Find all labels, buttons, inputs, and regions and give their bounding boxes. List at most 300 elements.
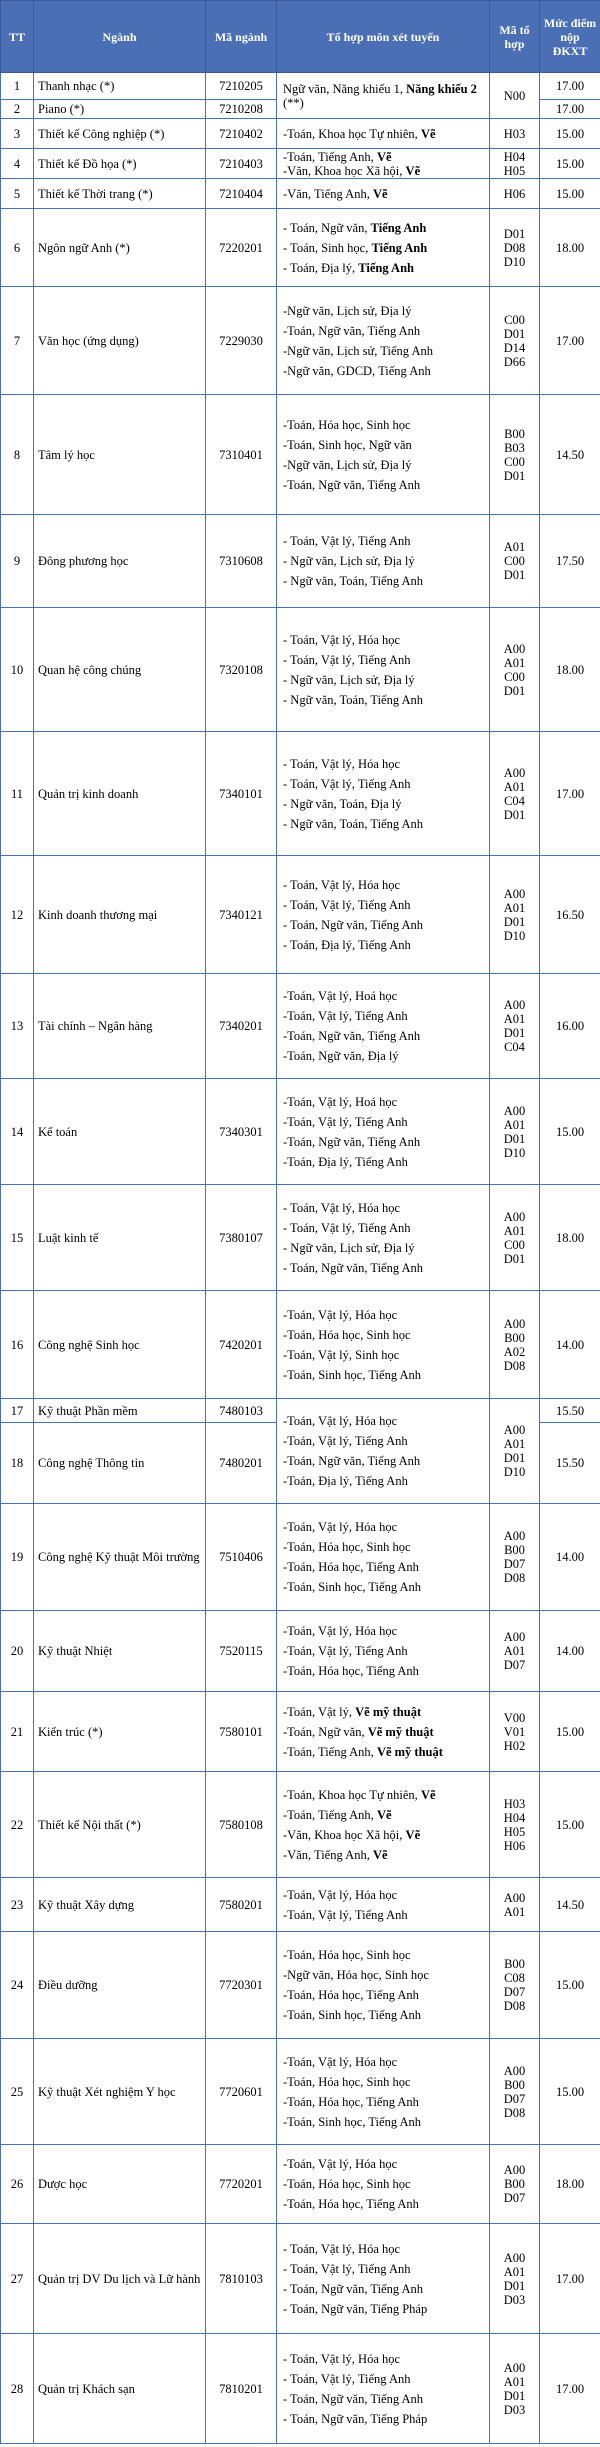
combo-code: N00 xyxy=(503,88,526,103)
combo-segment: -Toán, Sinh học, Ngữ văn xyxy=(283,437,412,452)
combo-line xyxy=(283,2008,485,2022)
combo-code: D01 xyxy=(503,807,526,822)
row-muc-diem: 17.00 xyxy=(540,287,600,395)
table-row xyxy=(1,515,600,608)
combo-code: D01 xyxy=(503,1451,526,1465)
combo-line xyxy=(283,1848,485,1862)
table-row xyxy=(1,1611,600,1692)
row-ma-nganh: 7220201 xyxy=(206,209,277,287)
combo-segment: -Toán, Vật lý, Hoá học xyxy=(283,989,398,1003)
combo-line xyxy=(283,2262,485,2276)
combo-segment: -Toán, Vật lý, Tiếng Anh xyxy=(283,1644,408,1658)
combo-segment: Ngữ văn, Năng khiếu 1, xyxy=(283,81,407,96)
row-ma-nganh: 7310608 xyxy=(206,515,277,608)
row-to-hop xyxy=(277,515,490,608)
row-to-hop xyxy=(277,1504,490,1611)
combo-line xyxy=(283,1201,485,1215)
row-tt: 8 xyxy=(1,395,34,515)
combo-segment: -Toán, Vật lý, Tiếng Anh xyxy=(283,1434,408,1448)
combo-line xyxy=(283,1095,485,1109)
combo-segment: - Toán, Vật lý, Hóa học xyxy=(283,2241,401,2256)
combo-segment: -Văn, Tiếng Anh, xyxy=(283,1847,373,1862)
row-ma-to-hop xyxy=(490,73,540,119)
row-ma-to-hop xyxy=(490,1611,540,1692)
combo-code: D10 xyxy=(503,1145,526,1160)
combo-segment: -Ngữ văn, Lịch sử, Tiếng Anh xyxy=(283,343,434,358)
row-nganh: Thiết kế Công nghiệp (*) xyxy=(34,119,206,149)
combo-code: A01 xyxy=(503,1012,526,1026)
row-ma-nganh: 7720201 xyxy=(206,2145,277,2224)
combo-line xyxy=(283,574,485,588)
row-ma-nganh: 7210402 xyxy=(206,119,277,149)
row-ma-nganh: 7810103 xyxy=(206,2224,277,2334)
row-nganh: Công nghệ Sinh học xyxy=(34,1291,206,1399)
combo-segment: -Toán, Vật lý, Hóa học xyxy=(283,1887,398,1902)
combo-code: A01 xyxy=(503,1644,526,1658)
row-muc-diem: 15.00 xyxy=(540,1692,600,1772)
combo-code: B03 xyxy=(504,440,525,455)
row-muc-diem: 17.50 xyxy=(540,515,600,608)
combo-line xyxy=(283,2412,485,2426)
combo-line xyxy=(283,2352,485,2366)
row-muc-diem: 17.00 xyxy=(540,732,600,856)
combo-line xyxy=(283,1888,485,1902)
combo-bold-segment: Vẽ mỹ thuật xyxy=(355,1704,422,1719)
combo-code: A01 xyxy=(503,1904,526,1919)
row-to-hop xyxy=(277,287,490,395)
combo-segment: -Toán, Tiếng Anh, xyxy=(283,1744,377,1759)
combo-code: H04 xyxy=(503,1810,526,1825)
combo-line xyxy=(283,1968,485,1982)
combo-line xyxy=(283,878,485,892)
row-tt: 9 xyxy=(1,515,34,608)
table-row xyxy=(1,2039,600,2145)
combo-line xyxy=(283,1560,485,1574)
combo-line xyxy=(283,1029,485,1043)
combo-line xyxy=(283,1049,485,1063)
combo-code: D08 xyxy=(503,1571,526,1585)
row-nganh: Kỹ thuật Xét nghiệm Y học xyxy=(34,2039,206,2145)
combo-segment: - Toán, Ngữ văn, Tiếng Pháp xyxy=(283,2301,428,2316)
combo-segment: -Toán, Ngữ văn, Tiếng Anh xyxy=(283,1454,421,1468)
row-nganh: Kỹ thuật Xây dựng xyxy=(34,1878,206,1932)
row-tt: 23 xyxy=(1,1878,34,1932)
combo-segment: -Toán, Hóa học, Sinh học xyxy=(283,1948,411,1962)
combo-code: H03 xyxy=(503,1796,526,1811)
combo-code: H05 xyxy=(503,163,526,178)
combo-code: D01 xyxy=(503,1251,526,1266)
combo-code: A00 xyxy=(503,1890,526,1905)
row-muc-diem: 15.00 xyxy=(540,1079,600,1185)
combo-code: D08 xyxy=(503,1358,526,1373)
combo-segment: -Toán, Ngữ văn, xyxy=(283,1724,368,1739)
combo-line xyxy=(283,1988,485,2002)
combo-segment: -Toán, Vật lý, Hóa học xyxy=(283,1520,398,1534)
combo-bold-segment: Vẽ xyxy=(405,1827,421,1842)
combo-code: C00 xyxy=(504,454,525,469)
combo-line xyxy=(283,1725,485,1739)
combo-line xyxy=(283,1705,485,1719)
combo-line xyxy=(283,1328,485,1342)
row-nganh: Kỹ thuật Phần mềm xyxy=(34,1399,206,1423)
combo-code: A01 xyxy=(503,2264,526,2279)
combo-segment: - Toán, Vật lý, Tiếng Anh xyxy=(283,2261,411,2276)
combo-segment: - Ngữ văn, Toán, Tiếng Anh xyxy=(283,816,424,831)
combo-code: C00 xyxy=(504,312,525,327)
combo-segment: - Toán, Ngữ văn, Tiếng Anh xyxy=(283,2391,424,2406)
table-row xyxy=(1,1772,600,1878)
row-ma-to-hop xyxy=(490,1399,540,1504)
combo-line xyxy=(283,2055,485,2069)
combo-line xyxy=(283,1520,485,1534)
row-ma-nganh: 7340121 xyxy=(206,856,277,974)
combo-segment: -Toán, Vật lý, Hóa học xyxy=(283,2054,398,2069)
combo-segment: -Văn, Khoa học Xã hội, xyxy=(283,1827,406,1842)
row-ma-nganh: 7520115 xyxy=(206,1611,277,1692)
combo-code: D07 xyxy=(503,2191,526,2205)
row-tt: 19 xyxy=(1,1504,34,1611)
row-nganh: Dược học xyxy=(34,2145,206,2224)
combo-code: D66 xyxy=(503,354,526,369)
combo-line xyxy=(283,1308,485,1322)
combo-segment: - Ngữ văn, Toán, Địa lý xyxy=(283,796,402,811)
combo-segment: - Toán, Vật lý, Tiếng Anh xyxy=(283,776,411,791)
row-tt: 4 xyxy=(1,149,34,179)
combo-segment: -Toán, Địa lý, Tiếng Anh xyxy=(283,1474,408,1488)
combo-segment: -Toán, Vật lý, Sinh học xyxy=(283,1347,400,1362)
row-muc-diem: 18.00 xyxy=(540,608,600,732)
combo-line xyxy=(283,633,485,647)
row-muc-diem: 17.00 xyxy=(540,2334,600,2444)
combo-line xyxy=(283,2197,485,2211)
row-nganh: Thiết kế Đồ họa (*) xyxy=(34,149,206,179)
row-ma-to-hop xyxy=(490,1185,540,1291)
combo-segment: - Toán, Ngữ văn, Tiếng Anh xyxy=(283,1260,424,1275)
combo-segment: -Ngữ văn, Lịch sử, Địa lý xyxy=(283,303,412,318)
combo-code: V01 xyxy=(503,1724,526,1739)
combo-line xyxy=(283,1009,485,1023)
combo-line xyxy=(283,918,485,932)
combo-line xyxy=(283,2075,485,2089)
combo-line xyxy=(283,777,485,791)
combo-segment: (**) xyxy=(283,95,304,110)
combo-line xyxy=(283,164,485,178)
row-muc-diem: 14.50 xyxy=(540,395,600,515)
combo-segment: - Ngữ văn, Lịch sử, Địa lý xyxy=(283,1240,415,1255)
row-muc-diem: 17.00 xyxy=(540,73,600,100)
combo-code: D08 xyxy=(503,240,526,255)
combo-code: A00 xyxy=(503,1423,526,1437)
combo-code: C08 xyxy=(504,1971,525,1985)
combo-line xyxy=(283,797,485,811)
row-tt: 5 xyxy=(1,179,34,209)
combo-segment: -Văn, Tiếng Anh, xyxy=(283,186,373,201)
row-nganh: Công nghệ Kỹ thuật Môi trường xyxy=(34,1504,206,1611)
row-tt: 27 xyxy=(1,2224,34,2334)
combo-code: A00 xyxy=(503,886,526,901)
combo-code: B00 xyxy=(504,1330,525,1345)
combo-segment: -Toán, Vật lý, Hóa học xyxy=(283,1307,398,1322)
combo-code: A02 xyxy=(503,1344,526,1359)
row-tt: 11 xyxy=(1,732,34,856)
combo-line xyxy=(283,898,485,912)
table-row xyxy=(1,2145,600,2224)
combo-line xyxy=(283,2242,485,2256)
row-nganh: Thanh nhạc (*) xyxy=(34,73,206,100)
row-to-hop xyxy=(277,1878,490,1932)
table-row xyxy=(1,1291,600,1399)
combo-code: H06 xyxy=(503,186,526,201)
combo-line xyxy=(283,554,485,568)
table-row xyxy=(1,1878,600,1932)
combo-segment: -Toán, Hóa học, Sinh học xyxy=(283,1540,411,1554)
combo-bold-segment: Vẽ mỹ thuật xyxy=(376,1744,443,1759)
row-ma-nganh: 7480201 xyxy=(206,1423,277,1504)
combo-code: A01 xyxy=(503,1223,526,1238)
row-ma-nganh: 7340301 xyxy=(206,1079,277,1185)
combo-code: A01 xyxy=(503,1437,526,1451)
row-to-hop xyxy=(277,732,490,856)
row-nganh: Tâm lý học xyxy=(34,395,206,515)
combo-segment: -Ngữ văn, Hóa học, Sinh học xyxy=(283,1968,429,1982)
row-to-hop xyxy=(277,1692,490,1772)
combo-segment: -Toán, Tiếng Anh, xyxy=(283,149,377,164)
header-nganh: Ngành xyxy=(34,1,206,73)
combo-segment: -Toán, Vật lý, Tiếng Anh xyxy=(283,1009,408,1023)
combo-segment: -Văn, Khoa học Xã hội, xyxy=(283,163,406,178)
combo-code: H03 xyxy=(503,126,526,141)
row-to-hop xyxy=(277,395,490,515)
row-tt: 28 xyxy=(1,2334,34,2444)
row-ma-to-hop xyxy=(490,287,540,395)
row-nganh: Đông phương học xyxy=(34,515,206,608)
table-row xyxy=(1,2224,600,2334)
row-muc-diem: 14.50 xyxy=(540,1878,600,1932)
row-nganh: Quản trị Khách sạn xyxy=(34,2334,206,2444)
combo-line xyxy=(283,693,485,707)
row-nganh: Kế toán xyxy=(34,1079,206,1185)
row-nganh: Công nghệ Thông tin xyxy=(34,1423,206,1504)
combo-segment: - Toán, Địa lý, xyxy=(283,260,359,275)
table-row xyxy=(1,1932,600,2039)
table-row xyxy=(1,1692,600,1772)
combo-line xyxy=(283,1221,485,1235)
row-to-hop xyxy=(277,2334,490,2444)
combo-line xyxy=(283,304,485,318)
row-muc-diem: 14.00 xyxy=(540,1611,600,1692)
combo-segment: -Toán, Vật lý, Hóa học xyxy=(283,1624,398,1638)
combo-segment: -Toán, Tiếng Anh, xyxy=(283,1807,377,1822)
combo-line xyxy=(283,1540,485,1554)
combo-code: D01 xyxy=(503,2278,526,2293)
header-muc-diem: Mức điểm nộp ĐKXT xyxy=(540,1,600,73)
combo-segment: -Toán, Hóa học, Sinh học xyxy=(283,2177,411,2191)
combo-line xyxy=(283,2392,485,2406)
row-tt: 14 xyxy=(1,1079,34,1185)
combo-line xyxy=(283,1580,485,1594)
row-ma-nganh: 7229030 xyxy=(206,287,277,395)
table-row xyxy=(1,179,600,209)
row-nganh: Văn học (ứng dụng) xyxy=(34,287,206,395)
row-to-hop xyxy=(277,856,490,974)
row-nganh: Kỹ thuật Nhiệt xyxy=(34,1611,206,1692)
row-ma-nganh: 7310401 xyxy=(206,395,277,515)
combo-segment: - Toán, Vật lý, Tiếng Anh xyxy=(283,897,411,912)
combo-code: D03 xyxy=(503,2292,526,2307)
row-ma-to-hop xyxy=(490,1079,540,1185)
row-ma-nganh: 7510406 xyxy=(206,1504,277,1611)
combo-bold-segment: Tiếng Anh xyxy=(371,240,428,255)
combo-segment: -Toán, Khoa học Tự nhiên, xyxy=(283,126,421,141)
combo-segment: -Toán, Sinh học, Tiếng Anh xyxy=(283,1580,422,1594)
row-nganh: Kiến trúc (*) xyxy=(34,1692,206,1772)
combo-code: D08 xyxy=(503,1999,526,2013)
row-tt: 15 xyxy=(1,1185,34,1291)
row-ma-to-hop xyxy=(490,608,540,732)
table-row xyxy=(1,119,600,149)
combo-line xyxy=(283,241,485,255)
row-ma-nganh: 7320108 xyxy=(206,608,277,732)
combo-segment: - Toán, Ngữ văn, Tiếng Anh xyxy=(283,2281,424,2296)
row-ma-to-hop xyxy=(490,1692,540,1772)
combo-code: D07 xyxy=(503,1557,526,1571)
combo-line xyxy=(283,1808,485,1822)
combo-segment: - Toán, Vật lý, Tiếng Anh xyxy=(283,2371,411,2386)
row-ma-to-hop xyxy=(490,515,540,608)
row-muc-diem: 15.00 xyxy=(540,149,600,179)
combo-line xyxy=(283,1261,485,1275)
row-ma-to-hop xyxy=(490,209,540,287)
row-to-hop xyxy=(277,1185,490,1291)
combo-line xyxy=(283,1745,485,1759)
combo-code: A00 xyxy=(503,1529,526,1543)
combo-code: B00 xyxy=(504,2077,525,2092)
table-row xyxy=(1,149,600,179)
header-ma-to-hop: Mã tổ hợp xyxy=(490,1,540,73)
combo-code: A01 xyxy=(503,1117,526,1132)
row-ma-nganh: 7580108 xyxy=(206,1772,277,1878)
row-nganh: Luật kinh tế xyxy=(34,1185,206,1291)
combo-segment: - Ngữ văn, Toán, Tiếng Anh xyxy=(283,574,424,588)
row-ma-to-hop xyxy=(490,2039,540,2145)
row-ma-to-hop xyxy=(490,732,540,856)
combo-code: H06 xyxy=(503,1838,526,1853)
row-to-hop xyxy=(277,1611,490,1692)
combo-code: A00 xyxy=(503,2063,526,2078)
combo-code: D07 xyxy=(503,2091,526,2106)
combo-segment: -Toán, Địa lý, Tiếng Anh xyxy=(283,1154,408,1169)
combo-line xyxy=(283,364,485,378)
row-ma-to-hop xyxy=(490,119,540,149)
row-to-hop xyxy=(277,1399,490,1504)
row-ma-to-hop xyxy=(490,856,540,974)
combo-line xyxy=(283,938,485,952)
row-muc-diem: 18.00 xyxy=(540,1185,600,1291)
row-muc-diem: 15.00 xyxy=(540,2039,600,2145)
combo-segment: -Toán, Hóa học, Tiếng Anh xyxy=(283,1664,419,1678)
combo-segment: - Toán, Vật lý, Tiếng Anh xyxy=(283,534,411,548)
row-nganh: Quản trị DV Du lịch và Lữ hành xyxy=(34,2224,206,2334)
combo-segment: -Toán, Khoa học Tự nhiên, xyxy=(283,1787,421,1802)
row-ma-nganh: 7210208 xyxy=(206,100,277,119)
combo-code: D01 xyxy=(503,468,526,483)
combo-segment: -Toán, Sinh học, Tiếng Anh xyxy=(283,2008,422,2022)
header-tt: TT xyxy=(1,1,34,73)
combo-code: A00 xyxy=(503,765,526,780)
combo-line xyxy=(283,418,485,432)
combo-line xyxy=(283,1624,485,1638)
combo-code: D01 xyxy=(503,326,526,341)
row-to-hop xyxy=(277,1079,490,1185)
row-ma-to-hop xyxy=(490,395,540,515)
combo-line xyxy=(283,2115,485,2129)
combo-code: B00 xyxy=(504,2177,525,2191)
row-ma-to-hop xyxy=(490,2334,540,2444)
combo-code: D01 xyxy=(503,683,526,698)
combo-segment: - Ngữ văn, Lịch sử, Địa lý xyxy=(283,672,415,687)
combo-segment: -Ngữ văn, Lịch sử, Địa lý xyxy=(283,457,412,472)
combo-code: H02 xyxy=(503,1738,526,1753)
combo-code: D01 xyxy=(503,2388,526,2403)
row-tt: 3 xyxy=(1,119,34,149)
row-to-hop xyxy=(277,974,490,1079)
row-tt: 26 xyxy=(1,2145,34,2224)
table-row xyxy=(1,73,600,100)
table-row xyxy=(1,1504,600,1611)
combo-segment: - Toán, Vật lý, Hóa học xyxy=(283,877,401,892)
row-nganh: Tài chính – Ngân hàng xyxy=(34,974,206,1079)
row-ma-nganh: 7340201 xyxy=(206,974,277,1079)
row-tt: 16 xyxy=(1,1291,34,1399)
combo-code: D01 xyxy=(503,568,526,582)
row-nganh: Điều dưỡng xyxy=(34,1932,206,2039)
row-ma-nganh: 7810201 xyxy=(206,2334,277,2444)
row-to-hop xyxy=(277,2224,490,2334)
combo-line xyxy=(283,673,485,687)
combo-line xyxy=(283,2177,485,2191)
row-ma-to-hop xyxy=(490,2145,540,2224)
combo-line xyxy=(283,82,485,110)
combo-code: V00 xyxy=(503,1710,526,1725)
table-row xyxy=(1,856,600,974)
combo-code: A01 xyxy=(503,900,526,915)
combo-code: D07 xyxy=(503,1658,526,1672)
combo-bold-segment: Vẽ xyxy=(405,163,421,178)
row-muc-diem: 18.00 xyxy=(540,2145,600,2224)
combo-line xyxy=(283,2157,485,2171)
combo-code: D10 xyxy=(503,254,526,269)
combo-segment: -Toán, Ngữ văn, Tiếng Anh xyxy=(283,1029,421,1043)
combo-segment: -Toán, Vật lý, xyxy=(283,1704,356,1719)
combo-line xyxy=(283,1348,485,1362)
combo-segment: -Toán, Hóa học, Sinh học xyxy=(283,417,411,432)
row-tt: 25 xyxy=(1,2039,34,2145)
combo-code: D01 xyxy=(503,1131,526,1146)
row-tt: 12 xyxy=(1,856,34,974)
combo-line xyxy=(283,1414,485,1428)
combo-line xyxy=(283,1908,485,1922)
row-tt: 7 xyxy=(1,287,34,395)
combo-line xyxy=(283,1454,485,1468)
combo-line xyxy=(283,1434,485,1448)
row-nganh: Thiết kế Nội thất (*) xyxy=(34,1772,206,1878)
combo-line xyxy=(283,1474,485,1488)
combo-code: D03 xyxy=(503,2402,526,2417)
row-tt: 21 xyxy=(1,1692,34,1772)
row-to-hop xyxy=(277,1291,490,1399)
combo-line xyxy=(283,757,485,771)
combo-code: C04 xyxy=(504,793,525,808)
